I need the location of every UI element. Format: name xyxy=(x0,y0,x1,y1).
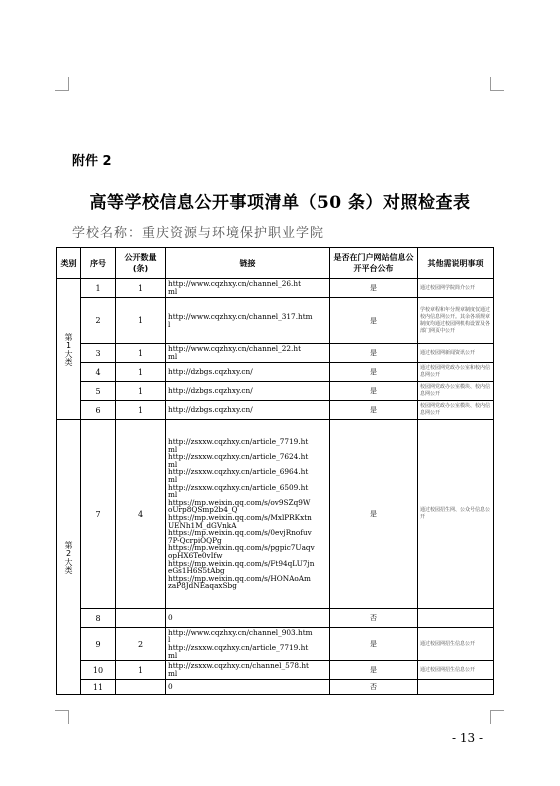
row-count: 1 xyxy=(116,363,166,382)
row-published: 是 xyxy=(330,363,418,382)
row-note xyxy=(418,609,494,628)
link-line: https://mp.weixin.qq.com/s/ov9SZq9W xyxy=(168,497,311,507)
table-row xyxy=(57,279,494,298)
link-line: opHX6Te0vIfw xyxy=(168,550,223,560)
row-note: 通过校园招生网、公众号信息公开 xyxy=(418,420,494,609)
link-line: 0 xyxy=(168,682,173,692)
row-count: 1 xyxy=(116,401,166,420)
link-line: ml xyxy=(168,650,178,660)
link-line: http://www.cqzhxy.cn/channel_26.ht xyxy=(168,279,302,289)
row-published: 否 xyxy=(330,680,418,695)
link-line: https://mp.weixin.qq.com/s/HONAoAm xyxy=(168,573,311,583)
row-count: 1 xyxy=(116,382,166,401)
row-note: 通过校园网招生信息公开 xyxy=(418,661,494,680)
row-published: 是 xyxy=(330,420,418,609)
row-count: 1 xyxy=(116,344,166,363)
row-links xyxy=(166,628,330,661)
header-category: 类别 xyxy=(57,248,81,279)
row-published: 是 xyxy=(330,298,418,344)
row-published: 是 xyxy=(330,382,418,401)
link-line: http://www.cqzhxy.cn/channel_903.htm xyxy=(168,627,313,637)
row-note: 学校章程和年分规章制度仅通过校内信息网公开。其余各项规章制度均通过校园网机构设置及各部门网页中公开 xyxy=(418,298,494,344)
link-line: zaP8JdNEaqaxSbg xyxy=(168,581,237,591)
row-count: 1 xyxy=(116,298,166,344)
row-published: 是 xyxy=(330,401,418,420)
table-row xyxy=(57,401,494,420)
header-count: 公开数量(条) xyxy=(116,248,166,279)
link-line: ml xyxy=(168,444,178,454)
document-title: 高等学校信息公开事项清单（50 条）对照检查表 xyxy=(89,193,471,213)
row-number: 1 xyxy=(81,279,116,298)
row-number: 9 xyxy=(81,628,116,661)
link-line: UENh1M_dGVnkA xyxy=(168,520,237,530)
row-links xyxy=(166,661,330,680)
annex-label: 附件 2 xyxy=(72,154,112,169)
crop-mark-bottom-right xyxy=(490,710,504,724)
link-line: l xyxy=(168,635,171,645)
table-row xyxy=(57,344,494,363)
link-line: https://mp.weixin.qq.com/s/Ft94qLU7jn xyxy=(168,558,315,568)
link-line: http://zsxxw.cqzhxy.cn/article_6509.ht xyxy=(168,482,309,492)
row-note: 通过校园网新闻资讯公开 xyxy=(418,344,494,363)
row-links xyxy=(166,680,330,695)
header-row xyxy=(57,248,494,279)
table-row xyxy=(57,628,494,661)
checklist-table xyxy=(56,247,494,695)
row-count: 4 xyxy=(116,420,166,609)
row-number: 10 xyxy=(81,661,116,680)
row-links xyxy=(166,401,330,420)
row-links xyxy=(166,420,330,609)
header-link: 链接 xyxy=(166,248,330,279)
table-row xyxy=(57,420,494,609)
row-number: 2 xyxy=(81,298,116,344)
link-line: http://dzbgs.cqzhxy.cn/ xyxy=(168,367,253,377)
school-name: 学校名称：重庆资源与环境保护职业学院 xyxy=(72,226,325,241)
link-line: http://zsxxw.cqzhxy.cn/channel_578.ht xyxy=(168,661,309,671)
row-published: 是 xyxy=(330,344,418,363)
row-count xyxy=(116,680,166,695)
row-published: 否 xyxy=(330,609,418,628)
link-line: http://zsxxw.cqzhxy.cn/article_7719.ht xyxy=(168,643,309,652)
link-line: eGs1H6S5tAbg xyxy=(168,566,225,576)
header-no: 序号 xyxy=(81,248,116,279)
row-number: 4 xyxy=(81,363,116,382)
page-number: - 13 - xyxy=(452,731,484,745)
row-count: 2 xyxy=(116,628,166,661)
category-cell: 第1大类 xyxy=(57,279,81,420)
row-note: 通过校园网学院简介公开 xyxy=(418,279,494,298)
row-links xyxy=(166,382,330,401)
link-line: ml xyxy=(168,475,178,485)
link-line: ml xyxy=(168,287,178,296)
crop-mark-top-left xyxy=(55,77,69,91)
link-line: oUrp8QSmp2b4_Q xyxy=(168,505,238,515)
row-number: 8 xyxy=(81,609,116,628)
category-cell: 第2大类 xyxy=(57,420,81,695)
table-row xyxy=(57,363,494,382)
row-number: 3 xyxy=(81,344,116,363)
crop-mark-top-right xyxy=(490,77,504,91)
row-number: 11 xyxy=(81,680,116,695)
row-count xyxy=(116,609,166,628)
link-line: ml xyxy=(168,459,178,469)
row-note: 校园网党政办公室模块、校内信息网公开 xyxy=(418,382,494,401)
table-row xyxy=(57,661,494,680)
table-row xyxy=(57,382,494,401)
row-note: 通过校园网党政办公室和校内信息网公开 xyxy=(418,363,494,382)
link-line: http://zsxxw.cqzhxy.cn/article_7624.ht xyxy=(168,452,309,462)
link-line: http://www.cqzhxy.cn/channel_22.ht xyxy=(168,344,302,354)
table-row xyxy=(57,609,494,628)
link-line: https://mp.weixin.qq.com/s/MxlPRKxtn xyxy=(168,513,312,522)
link-line: ml xyxy=(168,669,178,678)
link-line: http://www.cqzhxy.cn/channel_317.htm xyxy=(168,311,313,321)
row-links xyxy=(166,363,330,382)
link-line: l xyxy=(168,319,171,329)
row-note xyxy=(418,680,494,695)
link-line: http://zsxxw.cqzhxy.cn/article_6964.ht xyxy=(168,467,309,477)
table-row xyxy=(57,298,494,344)
link-line: 0 xyxy=(168,613,173,623)
row-published: 是 xyxy=(330,628,418,661)
row-count: 1 xyxy=(116,661,166,680)
table-row xyxy=(57,680,494,695)
link-line: http://dzbgs.cqzhxy.cn/ xyxy=(168,386,253,396)
row-number: 6 xyxy=(81,401,116,420)
row-published: 是 xyxy=(330,279,418,298)
row-links xyxy=(166,298,330,344)
row-published: 是 xyxy=(330,661,418,680)
row-note: 校园网党政办公室模块、校内信息网公开 xyxy=(418,401,494,420)
crop-mark-bottom-left xyxy=(55,710,69,724)
row-note: 通过校园网招生信息公开 xyxy=(418,628,494,661)
row-links xyxy=(166,609,330,628)
header-notes: 其他需说明事项 xyxy=(418,248,494,279)
link-line: ml xyxy=(168,490,178,500)
link-line: https://mp.weixin.qq.com/s/pgpic7Uaqv xyxy=(168,543,315,553)
link-line: 7P-QcrpiOQPg xyxy=(168,535,222,545)
row-number: 5 xyxy=(81,382,116,401)
row-links xyxy=(166,279,330,298)
row-links xyxy=(166,344,330,363)
link-line: ml xyxy=(168,352,178,361)
row-number: 7 xyxy=(81,420,116,609)
row-count: 1 xyxy=(116,279,166,298)
link-line: http://dzbgs.cqzhxy.cn/ xyxy=(168,405,253,415)
link-line: https://mp.weixin.qq.com/s/0evjRnofuv xyxy=(168,528,312,538)
header-platform: 是否在门户网站信息公开平台公布 xyxy=(330,248,418,279)
link-line: http://zsxxw.cqzhxy.cn/article_7719.ht xyxy=(168,437,309,447)
